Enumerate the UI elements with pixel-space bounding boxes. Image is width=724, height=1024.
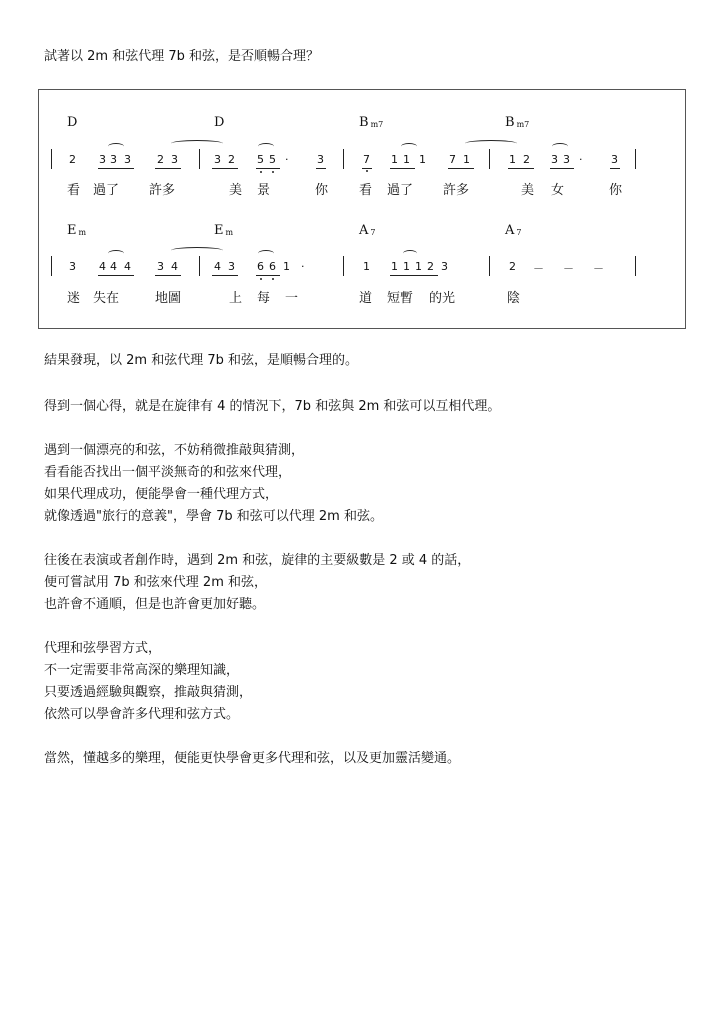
- note: 1: [419, 153, 426, 166]
- bar-line: [343, 149, 344, 169]
- note: －: [533, 262, 544, 275]
- note: 4: [214, 260, 221, 273]
- lyric: 美: [521, 183, 535, 198]
- octave-dot: [260, 171, 262, 173]
- lyric: 失在: [93, 291, 120, 306]
- chord-symbol: B $_{m7}$: [359, 115, 384, 130]
- beam-line: [256, 168, 280, 169]
- note: 1: [363, 260, 370, 273]
- bar-line: [635, 149, 636, 169]
- beam-line: [362, 168, 372, 169]
- lyric: 許多: [149, 183, 176, 198]
- note: 5: [269, 153, 276, 166]
- note: ·: [301, 260, 305, 273]
- tie-arc: [108, 143, 124, 150]
- beam-line: [212, 275, 238, 276]
- octave-dot: [272, 278, 274, 280]
- tie-arc: [171, 140, 223, 147]
- beam-line: [256, 275, 280, 276]
- lyric: 上: [229, 291, 243, 306]
- beam-line: [316, 168, 326, 169]
- lyric: 的光: [429, 291, 456, 306]
- chord-symbol: A $_7$: [359, 223, 376, 238]
- note: 3: [228, 260, 235, 273]
- chord-symbol: B $_{m7}$: [505, 115, 530, 130]
- note: 4: [110, 260, 117, 273]
- paragraph: 如果代理成功，便能學會一種代理方式，: [44, 487, 279, 502]
- page-heading: 試著以 2m 和弦代理 7b 和弦，是否順暢合理？: [44, 49, 319, 64]
- note: 2: [69, 153, 76, 166]
- paragraph: 依然可以學會許多代理和弦方式。: [44, 707, 240, 722]
- note: 1: [391, 260, 398, 273]
- note: 7: [363, 153, 370, 166]
- lyric: 一: [285, 291, 299, 306]
- note: －: [563, 262, 574, 275]
- beam-line: [212, 168, 238, 169]
- paragraph: 便可嘗試用 7b 和弦來代理 2m 和弦，: [44, 575, 267, 590]
- bar-line: [199, 149, 200, 169]
- lyric: 每: [257, 291, 271, 306]
- note: 7: [449, 153, 456, 166]
- paragraph: 結果發現，以 2m 和弦代理 7b 和弦，是順暢合理的。: [44, 353, 358, 368]
- lyric: 你: [315, 183, 329, 198]
- chord-symbol: E $_m$: [214, 223, 234, 238]
- paragraph: 代理和弦學習方式，: [44, 641, 162, 656]
- note: 2: [427, 260, 434, 273]
- lyric: 短暫: [387, 291, 414, 306]
- note: 1: [509, 153, 516, 166]
- note: 1: [415, 260, 422, 273]
- note: 3: [441, 260, 448, 273]
- paragraph: 遇到一個漂亮的和弦，不妨稍微推敲與猜測，: [44, 443, 305, 458]
- lyric: 陰: [507, 291, 521, 306]
- tie-arc: [465, 140, 517, 147]
- beam-line: [390, 275, 438, 276]
- note: 2: [509, 260, 516, 273]
- paragraph: 只要透過經驗與觀察，推敲與猜測，: [44, 685, 253, 700]
- tie-arc: [258, 143, 274, 150]
- paragraph: 當然，懂越多的樂理，便能更快學會更多代理和弦，以及更加靈活變通。: [44, 751, 461, 766]
- note: 2: [157, 153, 164, 166]
- beam-line: [98, 168, 134, 169]
- lyric: 許多: [443, 183, 470, 198]
- tie-arc: [108, 250, 124, 257]
- note: 3: [563, 153, 570, 166]
- note: 3: [124, 153, 131, 166]
- note: ·: [285, 153, 289, 166]
- jianpu-score: [38, 89, 686, 329]
- lyric: 地圖: [155, 291, 182, 306]
- note: 3: [157, 260, 164, 273]
- beam-line: [155, 168, 181, 169]
- note: 1: [403, 153, 410, 166]
- note: 2: [523, 153, 530, 166]
- note: 3: [214, 153, 221, 166]
- lyric: 看: [67, 183, 81, 198]
- tie-arc: [171, 247, 223, 254]
- paragraph: 看看能否找出一個平淡無奇的和弦來代理，: [44, 465, 292, 480]
- lyric: 過了: [387, 183, 414, 198]
- lyric: 過了: [93, 183, 120, 198]
- beam-line: [155, 275, 181, 276]
- paragraph: 也許會不通順，但是也許會更加好聽。: [44, 597, 266, 612]
- note: 1: [391, 153, 398, 166]
- paragraph: 就像透過"旅行的意義"，學會 7b 和弦可以代理 2m 和弦。: [44, 509, 383, 524]
- paragraph: 往後在表演或者創作時，遇到 2m 和弦，旋律的主要級數是 2 或 4 的話，: [44, 553, 471, 568]
- octave-dot: [272, 171, 274, 173]
- note: 3: [110, 153, 117, 166]
- chord-symbol: A $_7$: [505, 223, 522, 238]
- paragraph: 得到一個心得，就是在旋律有 4 的情況下，7b 和弦與 2m 和弦可以互相代理。: [44, 399, 501, 414]
- lyric: 道: [359, 291, 373, 306]
- beam-line: [610, 168, 620, 169]
- beam-line: [550, 168, 574, 169]
- tie-arc: [258, 250, 274, 257]
- lyric: 迷: [67, 291, 81, 306]
- tie-arc: [401, 143, 417, 150]
- note: 3: [69, 260, 76, 273]
- lyric: 美: [229, 183, 243, 198]
- beam-line: [448, 168, 474, 169]
- lyric: 你: [609, 183, 623, 198]
- note: 1: [283, 260, 290, 273]
- note: 1: [403, 260, 410, 273]
- tie-arc: [552, 143, 568, 150]
- note: 3: [317, 153, 324, 166]
- note: 5: [257, 153, 264, 166]
- chord-symbol: E $_m$: [67, 223, 87, 238]
- note: 3: [171, 153, 178, 166]
- chord-symbol: D: [67, 115, 78, 130]
- note: 6: [257, 260, 264, 273]
- beam-line: [98, 275, 134, 276]
- note: －: [593, 262, 604, 275]
- note: 6: [269, 260, 276, 273]
- beam-line: [390, 168, 415, 169]
- lyric: 看: [359, 183, 373, 198]
- octave-dot: [366, 170, 368, 172]
- note: ·: [579, 153, 583, 166]
- note: 3: [611, 153, 618, 166]
- bar-line: [343, 256, 344, 276]
- octave-dot: [260, 278, 262, 280]
- note: 4: [99, 260, 106, 273]
- bar-line: [51, 256, 52, 276]
- bar-line: [635, 256, 636, 276]
- note: 4: [124, 260, 131, 273]
- lyric: 女: [551, 183, 565, 198]
- bar-line: [489, 149, 490, 169]
- note: 2: [228, 153, 235, 166]
- chord-symbol: D: [214, 115, 225, 130]
- beam-line: [508, 168, 534, 169]
- bar-line: [489, 256, 490, 276]
- tie-arc: [403, 250, 417, 257]
- bar-line: [51, 149, 52, 169]
- note: 3: [551, 153, 558, 166]
- lyric: 景: [257, 183, 271, 198]
- note: 3: [99, 153, 106, 166]
- note: 1: [463, 153, 470, 166]
- bar-line: [199, 256, 200, 276]
- note: 4: [171, 260, 178, 273]
- paragraph: 不一定需要非常高深的樂理知識，: [44, 663, 240, 678]
